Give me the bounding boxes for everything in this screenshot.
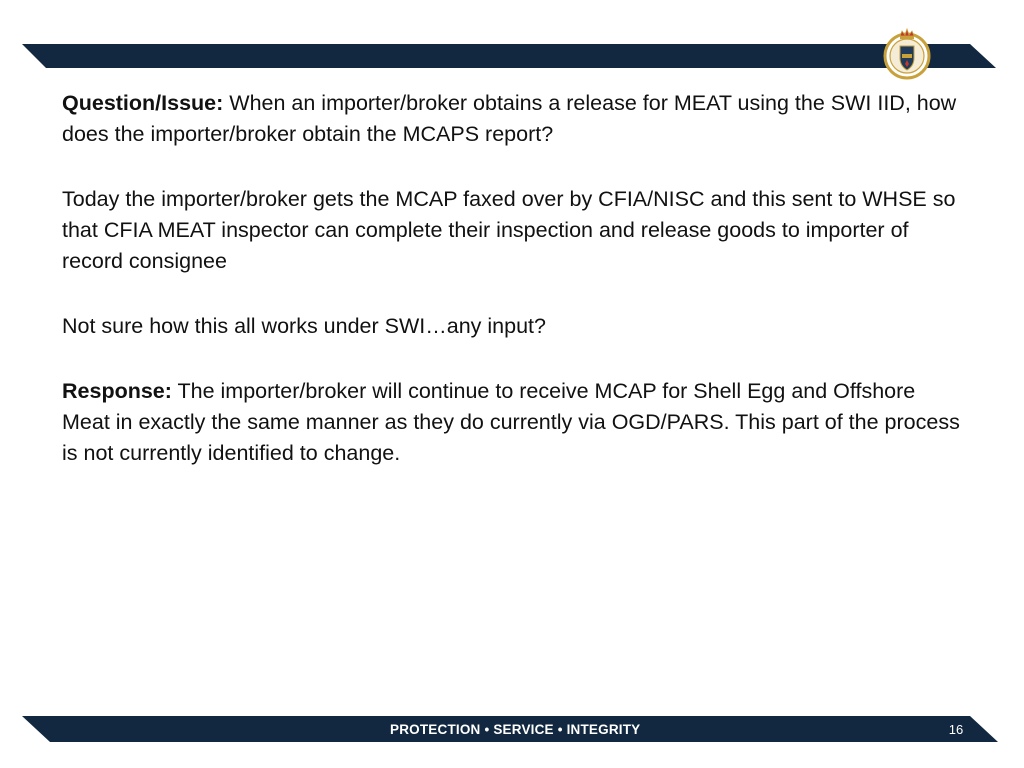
cbsa-crest-icon [880, 24, 934, 80]
context-paragraph [62, 184, 962, 277]
question-label: Question/Issue: [62, 91, 224, 115]
context-text: Today the importer/broker gets the MCAP faxed over by CFIA/NISC and this sent to WHSE so that CFIA MEAT inspector can complete their inspection and release goods to importer of record consignee [62, 187, 956, 273]
followup-text: Not sure how this all works under SWI…any input? [62, 314, 546, 338]
response-text: The importer/broker will continue to receive MCAP for Shell Egg and Offshore Meat in exactly the same manner as they do currently via OGD/PARS. This part of the process is not currently identified to change. [62, 379, 960, 465]
slide-body [62, 88, 962, 503]
question-paragraph [62, 88, 962, 150]
response-label: Response: [62, 379, 172, 403]
footer-motto: PROTECTION • SERVICE • INTEGRITY [390, 722, 641, 737]
response-paragraph [62, 376, 962, 469]
question-text: When an importer/broker obtains a release for MEAT using the SWI IID, how does the importer/broker obtain the MCAPS report? [62, 91, 957, 146]
followup-paragraph [62, 311, 962, 342]
page-number: 16 [948, 722, 964, 737]
header-band [0, 0, 1024, 80]
